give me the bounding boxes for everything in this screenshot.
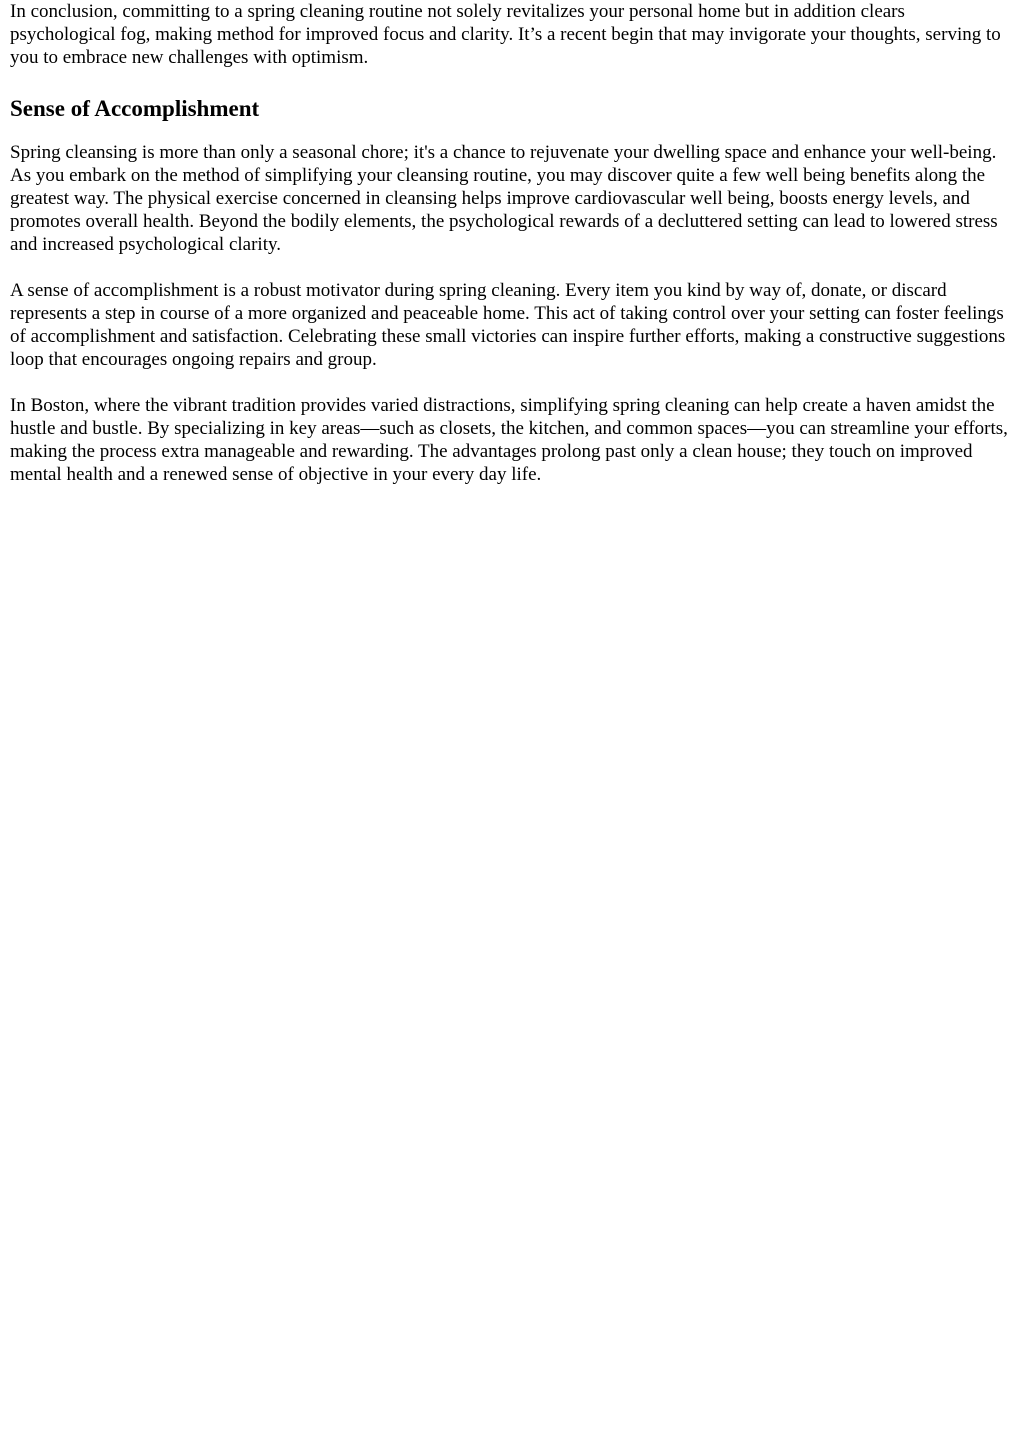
paragraph-health-benefits: Spring cleansing is more than only a seasonal chore; it's a chance to rejuvenate your dwelling space and enhance your well-being. As you embark on the method of simplifying your cleansing routine, you may discover quite a few well being benefits along the greatest way. The physical exercise concerned in cleansing helps improve cardiovascular well being, boosts energy levels, and promotes overall health. Beyond the bodily elements, the psychological rewards of a decluttered setting can lead to lowered stress and increased psychological clarity. [10,142,998,255]
paragraph-accomplishment: A sense of accomplishment is a robust motivator during spring cleaning. Every item you kind by way of, donate, or discard represents a step in course of a more organized and peaceable home. This act of taking control over your setting can foster feelings of accomplishment and satisfaction. Celebrating these small victories can inspire further efforts, making a constructive suggestions loop that encourages ongoing repairs and group. [10,280,1006,370]
intro-paragraph: In conclusion, committing to a spring cleaning routine not solely revitalizes your personal home but in addition clears psychological fog, making method for improved focus and clarity. It’s a recent begin that may invigorate your thoughts, serving to you to embrace new challenges with optimism. [10,1,1001,68]
section-heading: Sense of Accomplishment [10,96,260,121]
article-body [0,0,1024,486]
paragraph-boston: In Boston, where the vibrant tradition provides varied distractions, simplifying spring cleaning can help create a haven amidst the hustle and bustle. By specializing in key areas—such as closets, the kitchen, and common spaces—you can streamline your efforts, making the process extra manageable and rewarding. The advantages prolong past only a clean house; they touch on improved mental health and a renewed sense of objective in your every day life. [10,395,1008,485]
